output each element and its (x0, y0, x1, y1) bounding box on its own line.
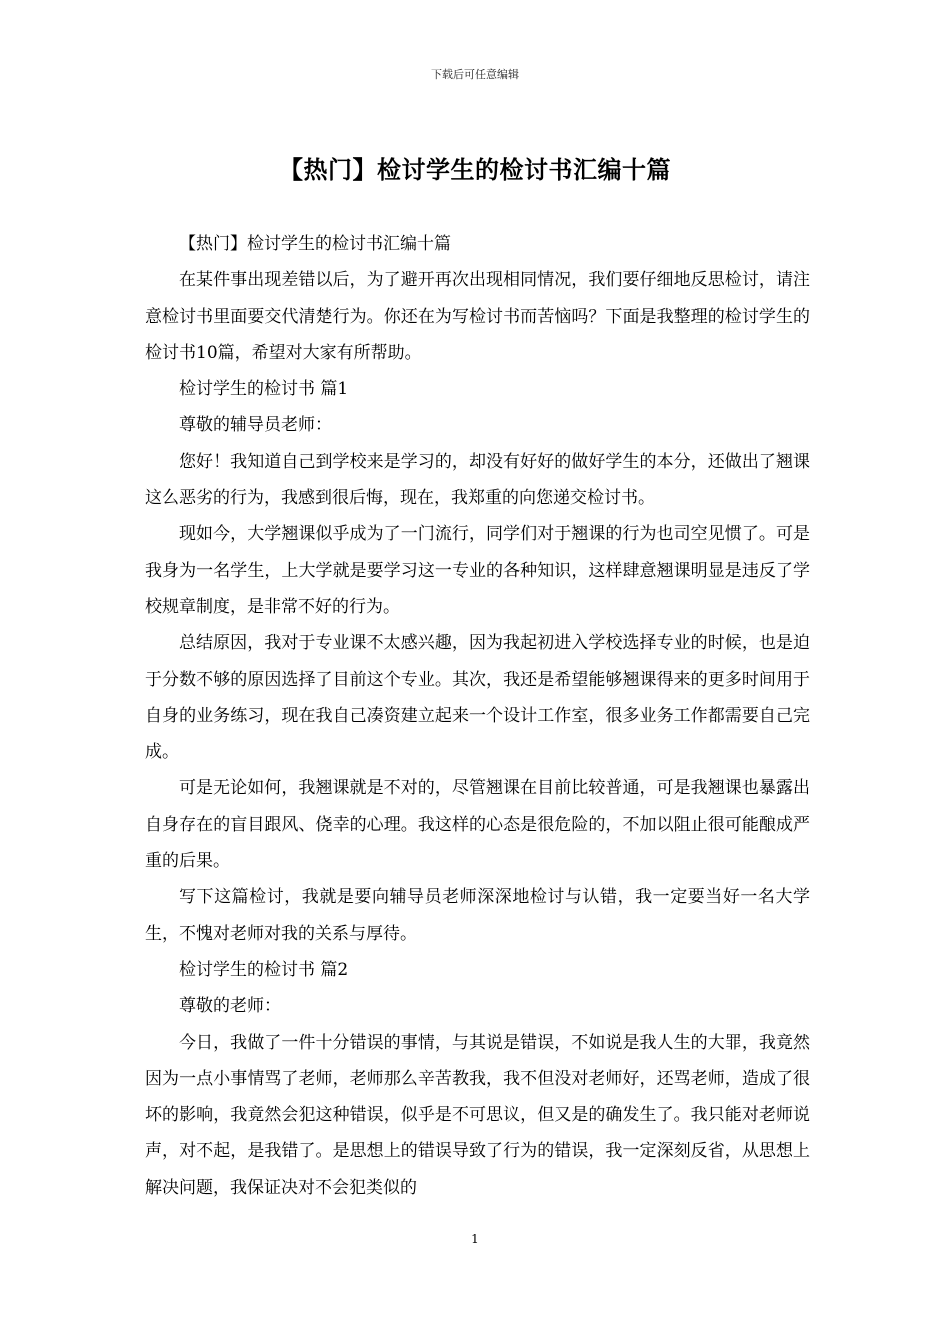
salutation-1: 尊敬的辅导员老师： (179, 415, 332, 436)
paragraph-intro: 在某件事出现差错以后，为了避开再次出现相同情况，我们要仔细地反思检讨，请注意检讨书里面要交代清楚行为。你还在为写检讨书而苦恼吗？下面是我整理的检讨学生的检讨书10篇，希望对大家有所帮助。 (145, 270, 810, 363)
page-header-note: 下载后可任意编辑 (431, 68, 519, 81)
paragraph-heading-repeat: 【热门】检讨学生的检讨书汇编十篇 (179, 234, 451, 254)
paragraph: 今日，我做了一件十分错误的事情，与其说是错误，不如说是我人生的大罪，我竟然因为一点小事情骂了老师，老师那么辛苦教我，我不但没对老师好，还骂老师，造成了很坏的影响，我竟然会犯这种错误，似乎是不可思议，但又是的确发生了。我只能对老师说声，对不起，是我错了。是思想上的错误导致了行为的错误，我一定深刻反省，从思想上解决问题，我保证决对不会犯类似的 (145, 1032, 810, 1198)
paragraph: 现如今，大学翘课似乎成为了一门流行，同学们对于翘课的行为也司空见惯了。可是我身为一名学生，上大学就是要学习这一专业的各种知识，这样肆意翘课明显是违反了学校规章制度，是非常不好的行为。 (145, 524, 810, 617)
section-heading-1: 检讨学生的检讨书 篇1 (179, 379, 349, 400)
paragraph: 您好！我知道自己到学校来是学习的，却没有好好的做好学生的本分，还做出了翘课这么恶劣的行为，我感到很后悔，现在，我郑重的向您递交检讨书。 (145, 451, 810, 509)
section-heading-2: 检讨学生的检讨书 篇2 (179, 959, 349, 980)
paragraph: 可是无论如何，我翘课就是不对的，尽管翘课在目前比较普通，可是我翘课也暴露出自身存在的盲目跟风、侥幸的心理。我这样的心态是很危险的，不加以阻止很可能酿成严重的后果。 (145, 778, 810, 872)
document-body (145, 226, 810, 1206)
salutation-2: 尊敬的老师： (179, 996, 281, 1017)
paragraph: 总结原因，我对于专业课不太感兴趣，因为我起初进入学校选择专业的时候，也是迫于分数不够的原因选择了目前这个专业。其次，我还是希望能够翘课得来的更多时间用于自身的业务练习，现在我自己凑资建立起来一个设计工作室，很多业务工作都需要自己完成。 (145, 633, 810, 763)
document-title: 【热门】检讨学生的检讨书汇编十篇 (279, 155, 671, 184)
page-number: 1 (471, 1232, 479, 1246)
paragraph: 写下这篇检讨，我就是要向辅导员老师深深地检讨与认错，我一定要当好一名大学生，不愧对老师对我的关系与厚待。 (145, 887, 810, 944)
